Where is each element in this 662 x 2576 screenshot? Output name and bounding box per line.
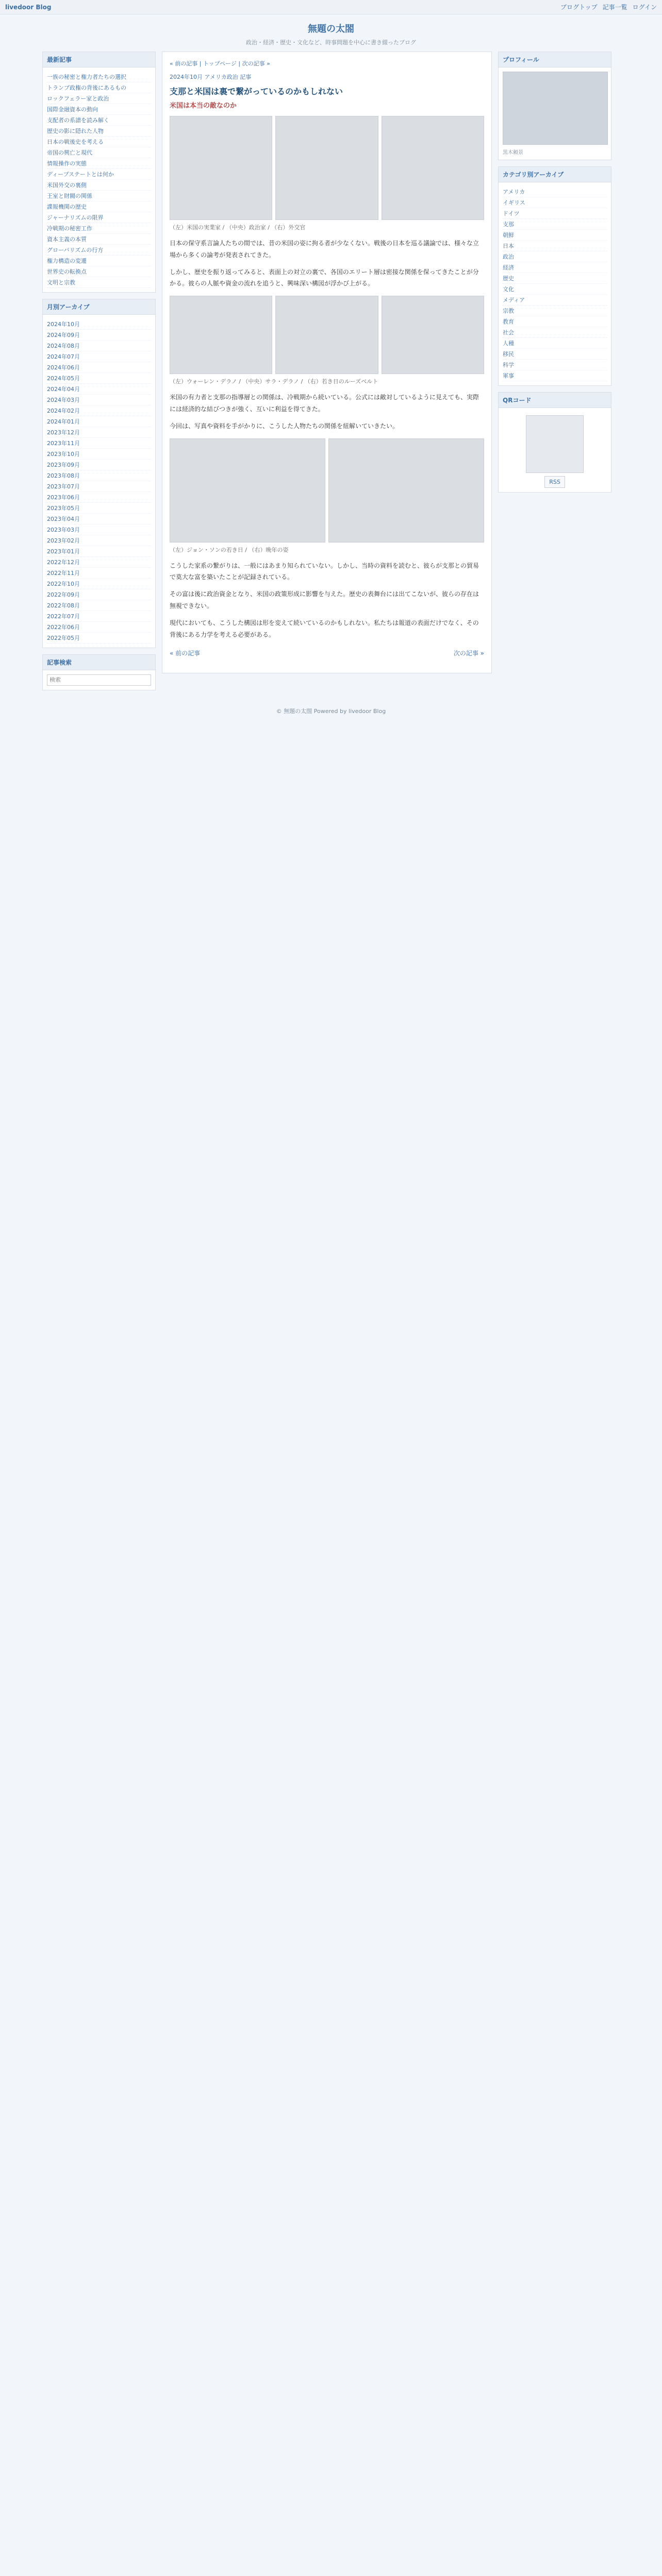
- archive-item[interactable]: 2023年06月: [47, 492, 151, 503]
- topbar-link-top[interactable]: ブログトップ: [560, 4, 598, 11]
- search-input[interactable]: [47, 674, 151, 686]
- breadcrumb[interactable]: « 前の記事 | トップページ | 次の記事 »: [170, 60, 270, 67]
- main-content: [162, 52, 492, 673]
- recent-post-item[interactable]: ディープステートとは何か: [47, 169, 151, 180]
- photo: [382, 116, 484, 220]
- recent-post-item[interactable]: 世界史の転換点: [47, 266, 151, 277]
- paragraph: 今回は、写真や資料を手がかりに、こうした人物たちの関係を紐解いていきたい。: [170, 422, 399, 430]
- archive-item[interactable]: 2023年10月: [47, 449, 151, 460]
- archive-item[interactable]: 2024年05月: [47, 373, 151, 384]
- category-item[interactable]: 文化: [503, 284, 607, 295]
- recent-post-item[interactable]: 資本主義の本質: [47, 234, 151, 245]
- archive-item[interactable]: 2024年03月: [47, 395, 151, 405]
- category-item[interactable]: 経済: [503, 262, 607, 273]
- archive-item[interactable]: 2022年07月: [47, 611, 151, 622]
- paragraph: しかし、歴史を振り返ってみると、表面上の対立の裏で、各国のエリート層は密接な関係を保ってきたことが分かる。彼らの人脈や資金の流れを追うと、興味深い構図が浮かび上がる。: [170, 268, 479, 287]
- recent-posts-box: [42, 52, 156, 293]
- image-caption: （左）米国の実業家 / （中央）政治家 / （右）外交官: [170, 224, 306, 231]
- archive-item[interactable]: 2023年03月: [47, 524, 151, 535]
- archive-item[interactable]: 2023年07月: [47, 481, 151, 492]
- categories-box: [498, 166, 611, 386]
- post-subtitle: 米国は本当の敵なのか: [170, 102, 237, 110]
- category-item[interactable]: メディア: [503, 295, 607, 306]
- recent-post-item[interactable]: 国際金融資本の動向: [47, 104, 151, 115]
- archive-item[interactable]: 2023年01月: [47, 546, 151, 557]
- archive-item[interactable]: 2023年12月: [47, 427, 151, 438]
- next-post-link[interactable]: 次の記事 »: [453, 650, 484, 657]
- archives-title: 月別アーカイブ: [43, 299, 155, 315]
- image-strip: [170, 296, 484, 374]
- category-item[interactable]: 宗教: [503, 306, 607, 316]
- profile-box: [498, 52, 611, 160]
- blog-brand[interactable]: livedoor Blog: [5, 3, 52, 11]
- image-block: [170, 116, 484, 231]
- recent-post-item[interactable]: 冷戦期の秘密工作: [47, 223, 151, 234]
- search-title: 記事検索: [43, 655, 155, 670]
- archive-item[interactable]: 2023年02月: [47, 535, 151, 546]
- image-caption: （左）ジョン・ソンの若き日 / （右）晩年の姿: [170, 546, 289, 553]
- photo: [275, 116, 378, 220]
- profile-image: [503, 72, 608, 145]
- archives-box: [42, 299, 156, 648]
- recent-post-item[interactable]: 帝国の興亡と現代: [47, 147, 151, 158]
- archive-item[interactable]: 2022年09月: [47, 589, 151, 600]
- category-item[interactable]: アメリカ: [503, 187, 607, 197]
- category-item[interactable]: 支那: [503, 219, 607, 230]
- search-box: [42, 654, 156, 690]
- category-item[interactable]: 軍事: [503, 370, 607, 381]
- recent-post-item[interactable]: 支配者の系譜を読み解く: [47, 115, 151, 126]
- topbar: [0, 0, 662, 14]
- recent-post-item[interactable]: 権力構造の変遷: [47, 256, 151, 266]
- category-item[interactable]: 歴史: [503, 273, 607, 284]
- recent-post-item[interactable]: 王室と財閥の関係: [47, 191, 151, 201]
- recent-posts-list: [43, 67, 155, 292]
- archive-item[interactable]: 2022年08月: [47, 600, 151, 611]
- qr-code-icon: [526, 415, 584, 473]
- blog-subtitle: 政治・経済・歴史・文化など、時事問題を中心に書き綴ったブログ: [246, 39, 416, 46]
- blog-title[interactable]: 無題の太閤: [308, 24, 354, 35]
- paragraph: その富は後に政治資金となり、米国の政策形成に影響を与えた。歴史の表舞台には出てこないが、彼らの存在は無視できない。: [170, 590, 479, 609]
- categories-list: [499, 182, 611, 385]
- qr-title: QRコード: [499, 393, 611, 408]
- recent-post-item[interactable]: 諜報機関の歴史: [47, 201, 151, 212]
- search-body: [43, 670, 155, 690]
- archive-item[interactable]: 2023年11月: [47, 438, 151, 449]
- photo: [170, 296, 272, 374]
- footer: © 無題の太閤 Powered by livedoor Blog: [276, 708, 386, 715]
- category-item[interactable]: 教育: [503, 316, 607, 327]
- photo: [170, 116, 272, 220]
- archive-item[interactable]: 2022年06月: [47, 622, 151, 633]
- category-item[interactable]: 朝鮮: [503, 230, 607, 241]
- categories-title: カテゴリ別アーカイブ: [499, 167, 611, 182]
- category-item[interactable]: ドイツ: [503, 208, 607, 219]
- category-item[interactable]: 社会: [503, 327, 607, 338]
- archive-item[interactable]: 2022年12月: [47, 557, 151, 568]
- post-meta: 2024年10月 アメリカ政治 記事: [170, 74, 252, 80]
- category-item[interactable]: 日本: [503, 241, 607, 251]
- paragraph: 現代においても、こうした構図は形を変えて続いているのかもしれない。私たちは報道の表面だけでなく、その背後にある力学を考える必要がある。: [170, 619, 479, 638]
- recent-post-item[interactable]: 歴史の影に隠れた人物: [47, 126, 151, 137]
- category-item[interactable]: イギリス: [503, 197, 607, 208]
- archive-item[interactable]: 2023年09月: [47, 460, 151, 470]
- archive-item[interactable]: 2023年05月: [47, 503, 151, 514]
- recent-post-item[interactable]: 文明と宗教: [47, 277, 151, 288]
- qr-body: [499, 408, 611, 492]
- recent-post-item[interactable]: 一族の秘密と権力者たちの選択: [47, 72, 151, 82]
- right-sidebar: [498, 52, 611, 499]
- recent-post-item[interactable]: トランプ政権の背後にあるもの: [47, 82, 151, 93]
- photo: [382, 296, 484, 374]
- paragraph: 日本の保守系言論人たちの間では、昔の米国の姿に拘る者が少なくない。戦後の日本を巡る議論では、様々な立場から多くの論考が発表されてきた。: [170, 240, 479, 259]
- rss-button[interactable]: RSS: [544, 476, 565, 488]
- category-item[interactable]: 政治: [503, 251, 607, 262]
- recent-post-item[interactable]: ロックフェラー家と政治: [47, 93, 151, 104]
- paragraph: 米国の有力者と支那の指導層との関係は、冷戦期から続いている。公式には敵対しているように見えても、実際には経済的な結びつきが強く、互いに利益を得てきた。: [170, 394, 479, 413]
- photo: [275, 296, 378, 374]
- recent-post-item[interactable]: グローバリズムの行方: [47, 245, 151, 256]
- profile-title: プロフィール: [499, 52, 611, 67]
- archive-item[interactable]: 2022年11月: [47, 568, 151, 579]
- category-item[interactable]: 科学: [503, 360, 607, 370]
- photo: [328, 438, 484, 543]
- archive-item[interactable]: 2024年04月: [47, 384, 151, 395]
- archive-item[interactable]: 2024年02月: [47, 405, 151, 416]
- left-sidebar: [42, 52, 156, 697]
- recent-post-item[interactable]: 日本の戦後史を考える: [47, 137, 151, 147]
- archives-list: [43, 315, 155, 648]
- archive-item[interactable]: 2023年08月: [47, 470, 151, 481]
- image-strip: [170, 438, 484, 543]
- archive-item[interactable]: 2024年08月: [47, 341, 151, 351]
- image-caption: （左）ウォーレン・デラノ / （中央）サラ・デラノ / （右）若き日のルーズベルト: [170, 378, 378, 385]
- category-item[interactable]: 人種: [503, 338, 607, 349]
- topbar-links: [560, 3, 657, 11]
- category-item[interactable]: 移民: [503, 349, 607, 360]
- image-block: [170, 438, 484, 554]
- topbar-link-list[interactable]: 記事一覧: [602, 4, 627, 11]
- photo: [170, 438, 325, 543]
- recent-posts-title: 最新記事: [43, 52, 155, 67]
- post-title[interactable]: 支那と米国は裏で繋がっているのかもしれない: [170, 87, 343, 96]
- archive-item[interactable]: 2022年10月: [47, 579, 151, 589]
- archive-item[interactable]: 2022年05月: [47, 633, 151, 643]
- archive-item[interactable]: 2024年10月: [47, 319, 151, 330]
- pager: [170, 649, 484, 657]
- archive-item[interactable]: 2024年01月: [47, 416, 151, 427]
- recent-post-item[interactable]: 情報操作の実態: [47, 158, 151, 169]
- profile-body: [499, 67, 611, 160]
- prev-post-link[interactable]: « 前の記事: [170, 650, 201, 657]
- profile-name: 黒木頼景: [503, 150, 523, 156]
- recent-post-item[interactable]: 米国外交の裏側: [47, 180, 151, 191]
- image-block: [170, 296, 484, 385]
- blog-header: [42, 14, 620, 52]
- archive-item[interactable]: 2024年09月: [47, 330, 151, 341]
- qr-box: [498, 392, 611, 493]
- paragraph: こうした家系の繋がりは、一般にはあまり知られていない。しかし、当時の資料を読むと、彼らが支那との貿易で莫大な富を築いたことが記録されている。: [170, 562, 479, 581]
- archive-item[interactable]: 2024年07月: [47, 351, 151, 362]
- recent-post-item[interactable]: ジャーナリズムの限界: [47, 212, 151, 223]
- archive-item[interactable]: 2023年04月: [47, 514, 151, 524]
- archive-item[interactable]: 2024年06月: [47, 362, 151, 373]
- image-strip: [170, 116, 484, 220]
- layout: [42, 52, 620, 697]
- topbar-link-login[interactable]: ログイン: [632, 4, 657, 11]
